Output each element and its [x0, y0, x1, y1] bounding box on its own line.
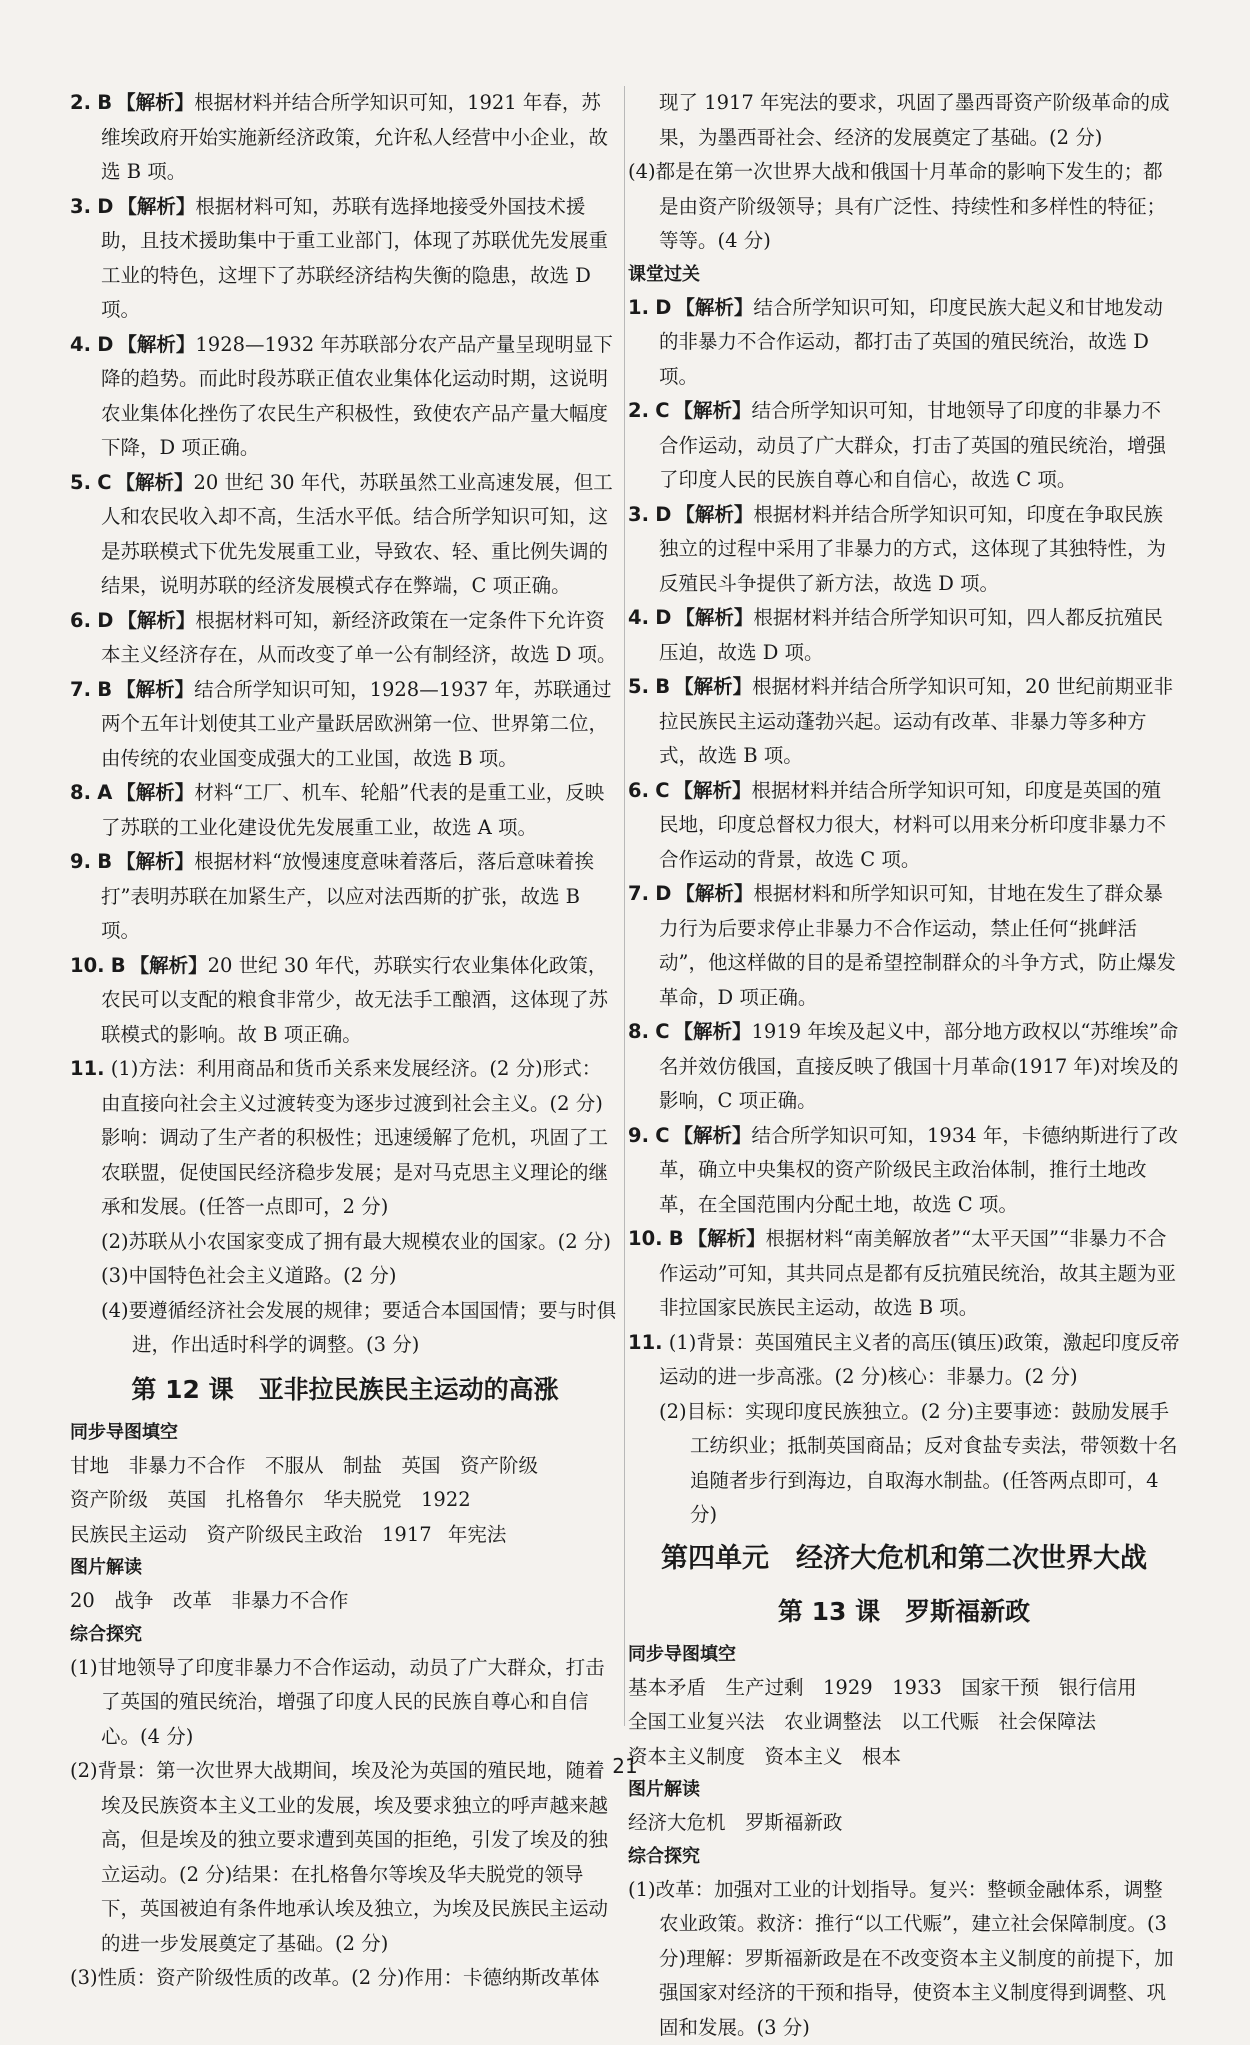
question-11-part-1 [70, 1052, 620, 1225]
question-11-part-3: (3)中国特色社会主义道路。(2 分) [70, 1259, 620, 1294]
picture-line: 经济大危机 罗斯福新政 [628, 1806, 1180, 1841]
answer-choice: D [97, 333, 113, 356]
answer-item [70, 328, 620, 466]
question-number: 2. [628, 399, 649, 422]
continued-answer: (4)都是在第一次世界大战和俄国十月革命的影响下发生的；都是由资产阶级领导；具有广泛性、持续性和多样性的特征；等等。(4 分) [628, 155, 1180, 259]
fill-line: 资本主义制度 资本主义 根本 [628, 1740, 1180, 1775]
question-number: 5. [628, 675, 649, 698]
fill-line: 基本矛盾 生产过剩 1929 1933 国家干预 银行信用 [628, 1671, 1180, 1706]
picture-line: 20 战争 改革 非暴力不合作 [70, 1584, 620, 1619]
answer-choice: D [97, 609, 113, 632]
answer-text: 根据材料并结合所学知识可知，印度是英国的殖民地，印度总督权力很大，材料可以用来分析印度非暴力不合作运动的背景，故选 C 项。 [659, 779, 1166, 871]
analysis-tag: 【解析】 [674, 399, 752, 422]
explore-answer: (1)改革：加强对工业的计划指导。复兴：整顿金融体系，调整农业政策。救济：推行“以工代赈”，建立社会保障制度。(3 分)理解：罗斯福新政是在不改变资本主义制度的前提下，加强国家对经济的干预和指导，使资本主义制度得到调整、巩固和发展。(3 分) [628, 1873, 1180, 2045]
answer-item [70, 466, 620, 604]
fill-line: 资产阶级 英国 扎格鲁尔 华夫脱党 1922 [70, 1483, 620, 1518]
question-number: 4. [70, 333, 91, 356]
question-number: 3. [628, 503, 649, 526]
answer-choice: D [655, 606, 671, 629]
answer-item [628, 291, 1180, 395]
answer-item [70, 776, 620, 845]
analysis-tag: 【解析】 [117, 333, 195, 356]
question-number: 7. [628, 882, 649, 905]
answer-choice: B [97, 91, 112, 114]
question-11-right [628, 1326, 1180, 1533]
question-number: 9. [628, 1124, 649, 1147]
analysis-tag: 【解析】 [116, 678, 194, 701]
analysis-tag: 【解析】 [675, 606, 753, 629]
answer-item [70, 604, 620, 673]
answer-text: 根据材料和所学知识可知，甘地在发生了群众暴力行为后要求停止非暴力不合作运动，禁止任何“挑衅活动”，他这样做的目的是希望控制群众的斗争方式，防止爆发革命，D 项正确。 [659, 882, 1176, 1009]
analysis-tag: 【解析】 [117, 195, 195, 218]
analysis-tag: 【解析】 [675, 503, 753, 526]
answer-item [628, 601, 1180, 670]
answer-choice: B [111, 954, 126, 977]
answer-text: 根据材料并结合所学知识可知，20 世纪前期亚非拉民族民主运动蓬勃兴起。运动有改革、非暴力等多种方式，故选 B 项。 [659, 675, 1173, 767]
fill-line: 民族民主运动 资产阶级民主政治 1917 年宪法 [70, 1518, 620, 1553]
analysis-tag: 【解析】 [116, 850, 194, 873]
answer-item [70, 949, 620, 1053]
section-heading-classroom: 课堂过关 [628, 259, 1180, 291]
answer-item [70, 673, 620, 777]
answer-choice: B [669, 1227, 684, 1250]
analysis-tag: 【解析】 [674, 1124, 752, 1147]
answer-item [628, 1015, 1180, 1119]
answer-item [628, 877, 1180, 1015]
question-number: 5. [70, 471, 91, 494]
question-11-part-2: (2)目标：实现印度民族独立。(2 分)主要事迹：鼓励发展手工纺织业；抵制英国商品；反对食盐专卖法，带领数十名追随者步行到海边，自取海水制盐。(任答两点即可，4 分) [628, 1395, 1180, 1533]
analysis-tag: 【解析】 [675, 882, 753, 905]
section-heading-explore: 综合探究 [70, 1619, 620, 1651]
question-number: 1. [628, 296, 649, 319]
question-11-part-1 [628, 1326, 1180, 1395]
answer-text: 20 世纪 30 年代，苏联虽然工业高速发展，但工人和农民收入却不高，生活水平低。结合所学知识可知，这是苏联模式下优先发展重工业，导致农、轻、重比例失调的结果，说明苏联的经济发展模式存在弊端，C 项正确。 [101, 471, 613, 598]
question-number: 9. [70, 850, 91, 873]
question-number: 8. [628, 1020, 649, 1043]
fill-line: 全国工业复兴法 农业调整法 以工代赈 社会保障法 [628, 1705, 1180, 1740]
answer-text: 根据材料可知，新经济政策在一定条件下允许资本主义经济存在，从而改变了单一公有制经济，故选 D 项。 [101, 609, 617, 667]
question-number: 6. [70, 609, 91, 632]
analysis-tag: 【解析】 [130, 954, 208, 977]
answer-choice: D [655, 503, 671, 526]
question-number: 10. [70, 954, 105, 977]
answer-item [70, 86, 620, 190]
lesson-12-title: 第 12 课 亚非拉民族民主运动的高涨 [70, 1365, 620, 1415]
answer-text: 根据材料并结合所学知识可知，1921 年春，苏维埃政府开始实施新经济政策，允许私人经营中小企业，故选 B 项。 [101, 91, 608, 183]
question-11-left [70, 1052, 620, 1363]
answer-text: 根据材料“放慢速度意味着落后，落后意味着挨打”表明苏联在加紧生产，以应对法西斯的扩张，故选 B 项。 [101, 850, 594, 942]
answer-choice: B [97, 678, 112, 701]
answer-choice: D [97, 195, 113, 218]
question-number: 10. [628, 1227, 663, 1250]
analysis-tag: 【解析】 [674, 675, 752, 698]
analysis-tag: 【解析】 [116, 781, 194, 804]
section-heading-fill: 同步导图填空 [628, 1639, 1180, 1671]
question-number: 11. [628, 1331, 663, 1354]
answer-choice: D [655, 296, 671, 319]
question-number: 8. [70, 781, 91, 804]
answer-text: (1)方法：利用商品和货币关系来发展经济。(2 分)形式：由直接向社会主义过渡转变为逐步过渡到社会主义。(2 分)影响：调动了生产者的积极性；迅速缓解了危机，巩固了工农联盟，促使国民经济稳步发展；是对马克思主义理论的继承和发展。(任答一点即可，2 分) [101, 1057, 608, 1218]
question-number: 2. [70, 91, 91, 114]
left-column [70, 86, 620, 1996]
analysis-tag: 【解析】 [116, 471, 194, 494]
answer-item [628, 670, 1180, 774]
answer-choice: D [655, 882, 671, 905]
analysis-tag: 【解析】 [116, 91, 194, 114]
question-number: 11. [70, 1057, 105, 1080]
answer-choice: B [97, 850, 112, 873]
answer-item [70, 845, 620, 949]
answer-item [628, 1222, 1180, 1326]
right-answer-list [628, 291, 1180, 1326]
answer-text: 结合所学知识可知，印度民族大起义和甘地发动的非暴力不合作运动，都打击了英国的殖民统治，故选 D 项。 [659, 296, 1163, 388]
question-number: 3. [70, 195, 91, 218]
fill-line: 甘地 非暴力不合作 不服从 制盐 英国 资产阶级 [70, 1449, 620, 1484]
analysis-tag: 【解析】 [688, 1227, 766, 1250]
answer-text: 结合所学知识可知，1934 年，卡德纳斯进行了改革，确立中央集权的资产阶级民主政治体制，推行土地改革，在全国范围内分配土地，故选 C 项。 [659, 1124, 1178, 1216]
explore-answer: (3)性质：资产阶级性质的改革。(2 分)作用：卡德纳斯改革体 [70, 1961, 620, 1996]
answer-choice: C [655, 1020, 669, 1043]
answer-choice: B [655, 675, 670, 698]
continued-answer: 现了 1917 年宪法的要求，巩固了墨西哥资产阶级革命的成果，为墨西哥社会、经济的发展奠定了基础。(2 分) [628, 86, 1180, 155]
left-answer-list [70, 86, 620, 1052]
lesson-13-title: 第 13 课 罗斯福新政 [628, 1587, 1180, 1637]
section-heading-explore: 综合探究 [628, 1841, 1180, 1873]
section-heading-picture: 图片解读 [70, 1552, 620, 1584]
analysis-tag: 【解析】 [675, 296, 753, 319]
question-11-part-2: (2)苏联从小农国家变成了拥有最大规模农业的国家。(2 分) [70, 1225, 620, 1260]
answer-text: 根据材料“南美解放者”“太平天国”“非暴力不合作运动”可知，其共同点是都有反抗殖民统治，故其主题为亚非拉国家民族民主运动，故选 B 项。 [659, 1227, 1176, 1319]
question-11-part-4: (4)要遵循经济社会发展的规律；要适合本国国情；要与时俱进，作出适时科学的调整。(3 分) [70, 1294, 620, 1363]
answer-choice: A [97, 781, 112, 804]
answer-choice: C [655, 1124, 669, 1147]
answer-item [628, 394, 1180, 498]
question-number: 4. [628, 606, 649, 629]
answer-choice: C [655, 399, 669, 422]
answer-text: (1)背景：英国殖民主义者的高压(镇压)政策，激起印度反帝运动的进一步高涨。(2 分)核心：非暴力。(2 分) [659, 1331, 1180, 1389]
answer-item [70, 190, 620, 328]
answer-item [628, 498, 1180, 602]
answer-choice: C [655, 779, 669, 802]
section-heading-fill: 同步导图填空 [70, 1417, 620, 1449]
question-number: 7. [70, 678, 91, 701]
answer-item [628, 1119, 1180, 1223]
analysis-tag: 【解析】 [674, 779, 752, 802]
answer-text: 材料“工厂、机车、轮船”代表的是重工业，反映了苏联的工业化建设优先发展重工业，故选 A 项。 [101, 781, 604, 839]
answer-text: 根据材料并结合所学知识可知，四人都反抗殖民压迫，故选 D 项。 [659, 606, 1163, 664]
answer-text: 根据材料并结合所学知识可知，印度在争取民族独立的过程中采用了非暴力的方式，这体现了其独特性，为反殖民斗争提供了新方法，故选 D 项。 [659, 503, 1166, 595]
answer-text: 结合所学知识可知，甘地领导了印度的非暴力不合作运动，动员了广大群众，打击了英国的殖民统治，增强了印度人民的民族自尊心和自信心，故选 C 项。 [659, 399, 1166, 491]
question-number: 6. [628, 779, 649, 802]
answer-text: 1919 年埃及起义中，部分地方政权以“苏维埃”命名并效仿俄国，直接反映了俄国十月革命(1917 年)对埃及的影响，C 项正确。 [659, 1020, 1179, 1112]
answer-text: 根据材料可知，苏联有选择地接受外国技术援助，且技术援助集中于重工业部门，体现了苏联优先发展重工业的特色，这埋下了苏联经济结构失衡的隐患，故选 D 项。 [101, 195, 608, 322]
analysis-tag: 【解析】 [674, 1020, 752, 1043]
answer-text: 结合所学知识可知，1928—1937 年，苏联通过两个五年计划使其工业产量跃居欧洲第一位、世界第二位，由传统的农业国变成强大的工业国，故选 B 项。 [101, 678, 612, 770]
section-heading-picture: 图片解读 [628, 1774, 1180, 1806]
explore-answer: (2)背景：第一次世界大战期间，埃及沦为英国的殖民地，随着埃及民族资本主义工业的发展，埃及要求独立的呼声越来越高，但是埃及的独立要求遭到英国的拒绝，引发了埃及的独立运动。(2 分)结果：在扎格鲁尔等埃及华夫脱党的领导下，英国被迫有条件地承认埃及独立，为埃及民族民主运动的进一步发展奠定了基础。(2 分) [70, 1754, 620, 1961]
right-column [628, 86, 1180, 2045]
answer-text: 1928—1932 年苏联部分农产品产量呈现明显下降的趋势。而此时段苏联正值农业集体化运动时期，这说明农业集体化挫伤了农民生产积极性，致使农产品产量大幅度下降，D 项正确。 [101, 333, 613, 460]
explore-answer: (1)甘地领导了印度非暴力不合作运动，动员了广大群众，打击了英国的殖民统治，增强了印度人民的民族自尊心和自信心。(4 分) [70, 1651, 620, 1755]
answer-text: 20 世纪 30 年代，苏联实行农业集体化政策，农民可以支配的粮食非常少，故无法手工酿酒，这体现了苏联模式的影响。故 B 项正确。 [101, 954, 608, 1046]
unit-4-title: 第四单元 经济大危机和第二次世界大战 [628, 1533, 1180, 1585]
analysis-tag: 【解析】 [117, 609, 195, 632]
page-number: 21 [0, 1754, 1250, 1778]
answer-choice: C [97, 471, 111, 494]
column-divider [624, 86, 625, 1726]
answer-item [628, 774, 1180, 878]
